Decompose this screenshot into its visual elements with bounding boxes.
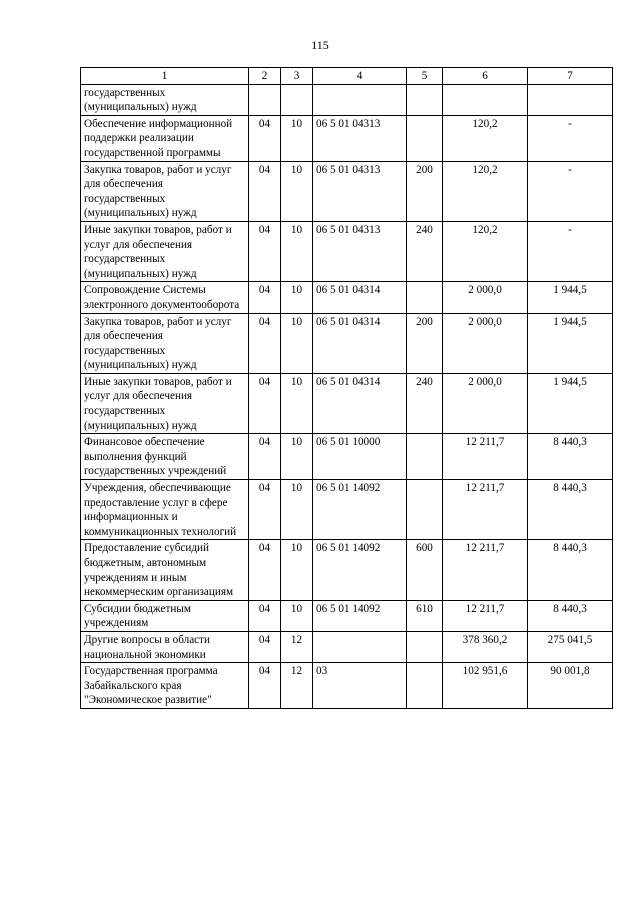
cell-name: Субсидии бюджетным учреждениям	[81, 600, 249, 631]
cell-expense-type	[407, 663, 443, 709]
cell-actual-amount: -	[528, 221, 613, 281]
cell-expense-type	[407, 631, 443, 662]
cell-plan-amount	[443, 84, 528, 115]
table-row	[81, 221, 613, 281]
cell-subsection: 12	[281, 663, 313, 709]
cell-plan-amount: 120,2	[443, 115, 528, 161]
table-row	[81, 540, 613, 600]
cell-name: Иные закупки товаров, работ и услуг для обеспечения государственных (муниципальных) нужд	[81, 221, 249, 281]
table-row	[81, 480, 613, 540]
cell-expense-type	[407, 282, 443, 313]
cell-subsection: 10	[281, 115, 313, 161]
cell-name: Иные закупки товаров, работ и услуг для обеспечения государственных (муниципальных) нужд	[81, 373, 249, 433]
cell-plan-amount: 2 000,0	[443, 373, 528, 433]
cell-name: Финансовое обеспечение выполнения функций государственных учреждений	[81, 434, 249, 480]
cell-target-article	[313, 631, 407, 662]
cell-plan-amount: 120,2	[443, 221, 528, 281]
cell-subsection: 12	[281, 631, 313, 662]
cell-plan-amount: 12 211,7	[443, 480, 528, 540]
cell-name: Государственная программа Забайкальского края "Экономическое развитие"	[81, 663, 249, 709]
cell-expense-type	[407, 480, 443, 540]
header-cell-actual-amount: 7	[528, 68, 613, 85]
cell-expense-type: 240	[407, 373, 443, 433]
cell-actual-amount	[528, 84, 613, 115]
cell-actual-amount: 90 001,8	[528, 663, 613, 709]
cell-subsection: 10	[281, 480, 313, 540]
cell-section: 04	[249, 631, 281, 662]
cell-target-article: 06 5 01 04313	[313, 221, 407, 281]
cell-name: государственных (муниципальных) нужд	[81, 84, 249, 115]
cell-section: 04	[249, 434, 281, 480]
cell-target-article: 03	[313, 663, 407, 709]
cell-plan-amount: 2 000,0	[443, 313, 528, 373]
table-row	[81, 600, 613, 631]
cell-section: 04	[249, 663, 281, 709]
cell-expense-type: 610	[407, 600, 443, 631]
cell-expense-type: 200	[407, 313, 443, 373]
cell-target-article: 06 5 01 04313	[313, 115, 407, 161]
cell-subsection: 10	[281, 600, 313, 631]
header-cell-section: 2	[249, 68, 281, 85]
header-row	[81, 68, 613, 85]
cell-name: Закупка товаров, работ и услуг для обеспечения государственных (муниципальных) нужд	[81, 161, 249, 221]
cell-subsection: 10	[281, 161, 313, 221]
table-row	[81, 282, 613, 313]
cell-section: 04	[249, 540, 281, 600]
cell-section: 04	[249, 161, 281, 221]
cell-expense-type	[407, 84, 443, 115]
table-row	[81, 434, 613, 480]
cell-section: 04	[249, 373, 281, 433]
cell-actual-amount: -	[528, 161, 613, 221]
cell-subsection: 10	[281, 373, 313, 433]
cell-target-article: 06 5 01 04314	[313, 313, 407, 373]
cell-name: Сопровождение Системы электронного документооборота	[81, 282, 249, 313]
cell-plan-amount: 12 211,7	[443, 540, 528, 600]
cell-actual-amount: 275 041,5	[528, 631, 613, 662]
cell-subsection: 10	[281, 221, 313, 281]
cell-name: Учреждения, обеспечивающие предоставление услуг в сфере информационных и коммуникационных технологий	[81, 480, 249, 540]
cell-target-article: 06 5 01 14092	[313, 600, 407, 631]
cell-target-article: 06 5 01 10000	[313, 434, 407, 480]
cell-plan-amount: 120,2	[443, 161, 528, 221]
cell-actual-amount: -	[528, 115, 613, 161]
cell-expense-type	[407, 434, 443, 480]
table-row	[81, 663, 613, 709]
cell-expense-type: 200	[407, 161, 443, 221]
cell-actual-amount: 8 440,3	[528, 600, 613, 631]
cell-name: Обеспечение информационной поддержки реализации государственной программы	[81, 115, 249, 161]
cell-actual-amount: 8 440,3	[528, 540, 613, 600]
page-number: 115	[311, 38, 329, 52]
cell-subsection: 10	[281, 282, 313, 313]
cell-expense-type: 240	[407, 221, 443, 281]
cell-name: Закупка товаров, работ и услуг для обеспечения государственных (муниципальных) нужд	[81, 313, 249, 373]
cell-plan-amount: 12 211,7	[443, 600, 528, 631]
cell-section: 04	[249, 221, 281, 281]
cell-subsection	[281, 84, 313, 115]
header-cell-subsection: 3	[281, 68, 313, 85]
cell-target-article	[313, 84, 407, 115]
cell-plan-amount: 12 211,7	[443, 434, 528, 480]
cell-plan-amount: 102 951,6	[443, 663, 528, 709]
header-cell-target-article: 4	[313, 68, 407, 85]
cell-section: 04	[249, 480, 281, 540]
header-cell-plan-amount: 6	[443, 68, 528, 85]
cell-expense-type	[407, 115, 443, 161]
cell-section: 04	[249, 313, 281, 373]
cell-target-article: 06 5 01 04314	[313, 282, 407, 313]
cell-name: Другие вопросы в области национальной экономики	[81, 631, 249, 662]
table-row	[81, 161, 613, 221]
cell-actual-amount: 1 944,5	[528, 313, 613, 373]
cell-plan-amount: 2 000,0	[443, 282, 528, 313]
header-cell-name: 1	[81, 68, 249, 85]
table-row	[81, 373, 613, 433]
cell-target-article: 06 5 01 04313	[313, 161, 407, 221]
cell-actual-amount: 1 944,5	[528, 282, 613, 313]
cell-section: 04	[249, 600, 281, 631]
cell-actual-amount: 1 944,5	[528, 373, 613, 433]
cell-target-article: 06 5 01 04314	[313, 373, 407, 433]
header-cell-expense-type: 5	[407, 68, 443, 85]
cell-subsection: 10	[281, 313, 313, 373]
cell-section: 04	[249, 115, 281, 161]
cell-plan-amount: 378 360,2	[443, 631, 528, 662]
table-row	[81, 115, 613, 161]
cell-section	[249, 84, 281, 115]
table-row	[81, 631, 613, 662]
cell-expense-type: 600	[407, 540, 443, 600]
budget-table	[80, 67, 613, 709]
cell-actual-amount: 8 440,3	[528, 434, 613, 480]
cell-subsection: 10	[281, 434, 313, 480]
cell-actual-amount: 8 440,3	[528, 480, 613, 540]
table-body	[81, 84, 613, 708]
cell-name: Предоставление субсидий бюджетным, автономным учреждениям и иным некоммерческим организациям	[81, 540, 249, 600]
cell-section: 04	[249, 282, 281, 313]
table-row	[81, 313, 613, 373]
table-row	[81, 84, 613, 115]
cell-subsection: 10	[281, 540, 313, 600]
cell-target-article: 06 5 01 14092	[313, 540, 407, 600]
cell-target-article: 06 5 01 14092	[313, 480, 407, 540]
